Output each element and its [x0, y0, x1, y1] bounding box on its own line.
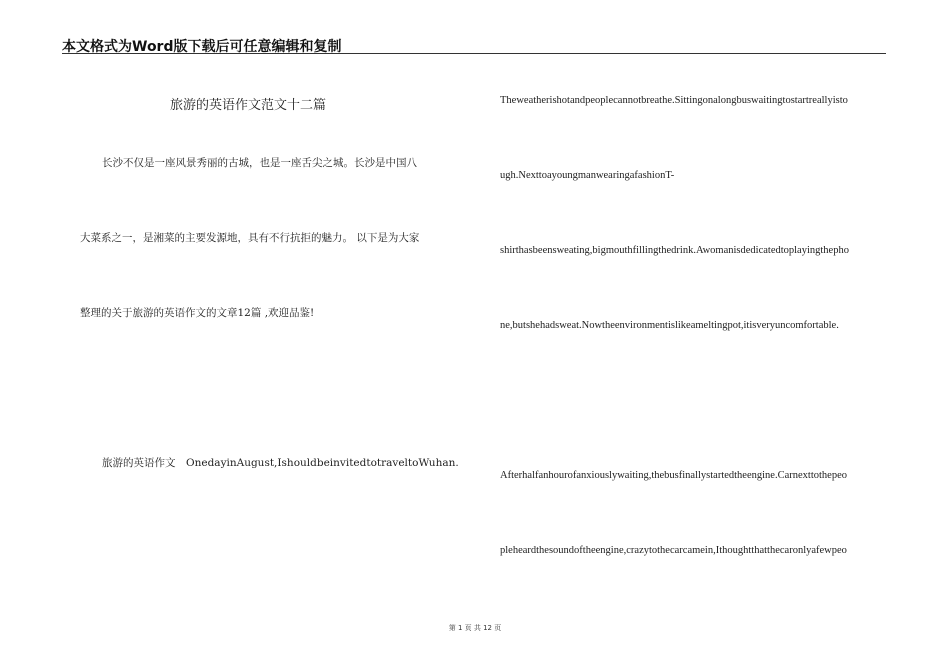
left-paragraph-line-4: 旅游的英语作文 OnedayinAugust,IshouldbeinvitedtotraveltoWuhan. [102, 457, 459, 469]
left-paragraph-line-3: 整理的关于旅游的英语作文的文章12篇 ,欢迎品鉴! [80, 307, 315, 319]
header-divider [62, 53, 886, 54]
document-title: 旅游的英语作文范文十二篇 [170, 98, 327, 113]
right-paragraph-line-2: ugh.NexttoayoungmanwearingafashionT- [500, 170, 675, 181]
download-notice-header: 本文格式为Word版下载后可任意编辑和复制 [62, 39, 342, 55]
right-paragraph-line-3: shirthasbeensweating,bigmouthfillingthedrink.Awomanisdedicatedtoplayingthepho [500, 245, 849, 256]
left-paragraph-line-1: 长沙不仅是一座风景秀丽的古城，也是一座舌尖之城。长沙是中国八 [102, 157, 417, 169]
page-number-footer: 第 1 页 共 12 页 [448, 624, 502, 632]
right-paragraph-line-1: Theweatherishotandpeoplecannotbreathe.Sittingonalongbuswaitingtostartreallyisto [500, 95, 848, 106]
right-paragraph-line-5: Afterhalfanhourofanxiouslywaiting,thebusfinallystartedtheengine.Carnexttothepeo [500, 470, 847, 481]
right-paragraph-line-4: ne,butshehadsweat.Nowtheenvironmentislikeameltingpot,itisveryuncomfortable. [500, 320, 839, 331]
right-paragraph-line-6: pleheardthesoundoftheengine,crazytothecarcamein,Ithoughtthatthecaronlyafewpeo [500, 545, 847, 556]
left-paragraph-line-2: 大菜系之一，是湘菜的主要发源地，具有不行抗拒的魅力。 以下是为大家 [80, 232, 420, 244]
